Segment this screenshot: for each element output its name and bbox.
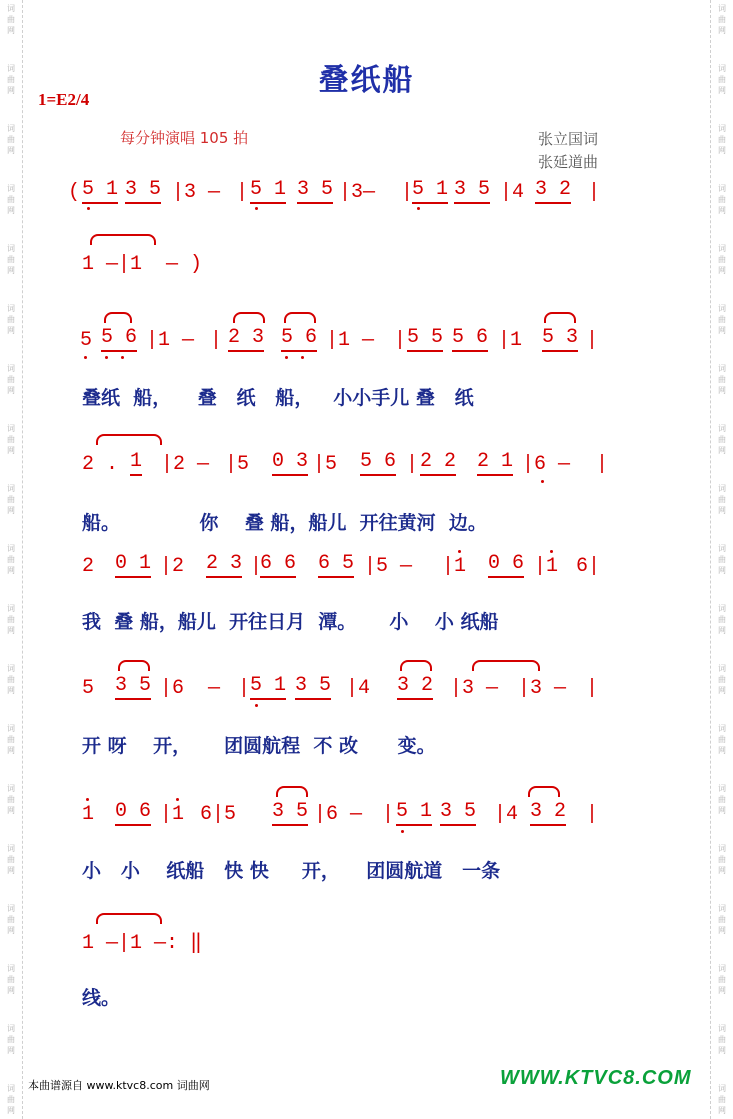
note-group: 3 2 xyxy=(530,800,566,826)
watermark-glyph: 曲 xyxy=(7,255,15,264)
watermark-glyph: 词 xyxy=(718,604,726,613)
watermark-glyph: 曲 xyxy=(7,75,15,84)
note-group: 5 6 xyxy=(452,326,488,352)
watermark-glyph: 网 xyxy=(7,206,15,215)
lyric-line-4: 开 呀 开， 团圆航程 不 改 变。 xyxy=(82,735,436,757)
note-group: 6| xyxy=(576,555,601,578)
watermark-glyph: 曲 xyxy=(718,255,726,264)
watermark-glyph: 曲 xyxy=(718,195,726,204)
watermark-glyph: 词 xyxy=(7,4,15,13)
score-row-3 xyxy=(0,326,733,356)
score-row-5 xyxy=(0,552,733,582)
note-group: 2 3 xyxy=(228,326,264,352)
tie-slur xyxy=(96,913,162,924)
octave-dot xyxy=(176,798,179,801)
note-group: | xyxy=(406,453,419,476)
note-group: | xyxy=(210,329,223,352)
note-group: |4 xyxy=(500,181,525,204)
watermark-glyph: 曲 xyxy=(7,135,15,144)
watermark-glyph: 网 xyxy=(7,266,15,275)
octave-dot xyxy=(255,207,258,210)
watermark-glyph: 曲 xyxy=(7,615,15,624)
note-group: |1 — xyxy=(146,329,195,352)
note-group: |3— xyxy=(339,181,376,204)
watermark-glyph: 曲 xyxy=(7,735,15,744)
watermark-glyph: 网 xyxy=(718,446,726,455)
tie-slur xyxy=(276,786,308,797)
watermark-glyph: 曲 xyxy=(7,1095,15,1104)
watermark-glyph: 词 xyxy=(7,364,15,373)
note-group: |6 — xyxy=(522,453,571,476)
watermark-glyph: 曲 xyxy=(7,555,15,564)
watermark-glyph: 网 xyxy=(7,746,15,755)
watermark-glyph: 词 xyxy=(718,484,726,493)
note-group: 0 3 xyxy=(272,450,308,476)
note-group: 3 5 xyxy=(125,178,161,204)
tie-slur xyxy=(544,312,576,323)
note-group: | xyxy=(596,453,609,476)
note-group: 5 1 xyxy=(250,674,286,700)
watermark-glyph: 网 xyxy=(7,686,15,695)
note-group: 3 2 xyxy=(535,178,571,204)
watermark-glyph: 网 xyxy=(7,1106,15,1115)
octave-dot xyxy=(541,480,544,483)
watermark-glyph: 词 xyxy=(7,664,15,673)
note-group: 5 1 xyxy=(250,178,286,204)
watermark-glyph: 词 xyxy=(718,244,726,253)
tie-slur xyxy=(400,660,432,671)
song-title: 叠纸船 xyxy=(318,63,415,98)
note-group: 5 1 xyxy=(412,178,448,204)
note-group: |4 xyxy=(494,803,519,826)
watermark-glyph: 曲 xyxy=(7,195,15,204)
watermark-glyph: 词 xyxy=(7,604,15,613)
note-group: 3 2 xyxy=(397,674,433,700)
watermark-glyph: 网 xyxy=(718,86,726,95)
watermark-glyph: 网 xyxy=(7,506,15,515)
watermark-glyph: 词 xyxy=(718,4,726,13)
note-group: 5 3 xyxy=(542,326,578,352)
watermark-glyph: 词 xyxy=(7,184,15,193)
note-group: | xyxy=(394,329,407,352)
note-group: |2 xyxy=(160,555,185,578)
note-group: 2 1 xyxy=(477,450,513,476)
note-group: |3 — xyxy=(450,677,499,700)
note-group: 6 6 xyxy=(260,552,296,578)
note-group: |5 xyxy=(313,453,338,476)
octave-dot xyxy=(417,207,420,210)
note-group: |1 xyxy=(534,555,559,578)
octave-dot xyxy=(86,798,89,801)
watermark-glyph: 曲 xyxy=(7,975,15,984)
footer-source-text: 本曲谱源自 www.ktvc8.com 词曲网 xyxy=(28,1079,210,1092)
watermark-glyph: 网 xyxy=(718,266,726,275)
watermark-glyph: 词 xyxy=(7,1024,15,1033)
watermark-glyph: 曲 xyxy=(7,1035,15,1044)
watermark-glyph: 曲 xyxy=(718,495,726,504)
watermark-glyph: 网 xyxy=(718,806,726,815)
watermark-glyph: 网 xyxy=(7,926,15,935)
tie-slur xyxy=(104,312,132,323)
watermark-glyph: 曲 xyxy=(718,1035,726,1044)
watermark-glyph: 词 xyxy=(7,784,15,793)
watermark-glyph: 词 xyxy=(7,724,15,733)
watermark-glyph: 曲 xyxy=(7,315,15,324)
watermark-glyph: 词 xyxy=(7,1084,15,1093)
watermark-glyph: 曲 xyxy=(7,855,15,864)
watermark-glyph: 词 xyxy=(718,964,726,973)
note-group: |3 — xyxy=(518,677,567,700)
watermark-glyph: 网 xyxy=(7,1046,15,1055)
note-group: 5 xyxy=(80,329,93,352)
watermark-glyph: 词 xyxy=(718,364,726,373)
watermark-glyph: 网 xyxy=(7,146,15,155)
watermark-glyph: 网 xyxy=(718,506,726,515)
watermark-glyph: 曲 xyxy=(7,375,15,384)
note-group: 6|5 xyxy=(200,803,237,826)
lyric-line-6: 线。 xyxy=(82,987,121,1009)
note-group: |3 — xyxy=(172,181,221,204)
score-row-2 xyxy=(0,250,733,280)
note-group: 3 5 xyxy=(295,674,331,700)
octave-dot xyxy=(285,356,288,359)
key-signature: 1=E2/4 xyxy=(38,90,90,109)
note-group: 3 5 xyxy=(454,178,490,204)
watermark-glyph: 网 xyxy=(7,626,15,635)
note-group: | xyxy=(250,555,263,578)
composer-credit: 张延道曲 xyxy=(538,153,599,171)
note-group: 3 5 xyxy=(440,800,476,826)
tie-slur xyxy=(96,434,162,445)
note-group: 1 xyxy=(82,803,95,826)
note-group: |4 xyxy=(346,677,371,700)
watermark-glyph: 词 xyxy=(7,964,15,973)
note-group: ( xyxy=(68,181,81,204)
note-group: 1 xyxy=(130,450,142,476)
watermark-glyph: 词 xyxy=(718,844,726,853)
watermark-glyph: 曲 xyxy=(718,315,726,324)
note-group: 5 6 xyxy=(101,326,137,352)
note-group: 0 6 xyxy=(115,800,151,826)
tie-slur xyxy=(118,660,150,671)
watermark-glyph: 网 xyxy=(718,146,726,155)
watermark-glyph: 曲 xyxy=(718,615,726,624)
octave-dot xyxy=(105,356,108,359)
lyric-line-1: 叠纸 船， 叠 纸 船， 小小手儿 叠 纸 xyxy=(82,387,474,409)
note-group: 0 1 xyxy=(115,552,151,578)
site-logo: WWW.KTVC8.COM xyxy=(500,1067,692,1089)
watermark-glyph: 词 xyxy=(7,844,15,853)
watermark-glyph: 网 xyxy=(7,986,15,995)
watermark-glyph: 曲 xyxy=(718,975,726,984)
lyric-line-3: 我 叠 船，船儿 开往日月 潭。 小 小 纸船 xyxy=(82,611,499,633)
note-group: |6 — xyxy=(160,677,221,700)
note-group: |1 xyxy=(442,555,467,578)
watermark-glyph: 曲 xyxy=(718,855,726,864)
tie-slur xyxy=(472,660,540,671)
note-group: 5 5 xyxy=(407,326,443,352)
watermark-glyph: 网 xyxy=(718,566,726,575)
note-group: | xyxy=(588,181,601,204)
watermark-glyph: 网 xyxy=(718,926,726,935)
lyric-line-5: 小 小 纸船 快 快 开， 团圆航道 一条 xyxy=(82,860,501,882)
watermark-glyph: 词 xyxy=(718,784,726,793)
watermark-glyph: 词 xyxy=(718,304,726,313)
watermark-glyph: 网 xyxy=(718,626,726,635)
watermark-glyph: 网 xyxy=(7,566,15,575)
octave-dot xyxy=(87,207,90,210)
watermark-glyph: 词 xyxy=(7,484,15,493)
watermark-glyph: 网 xyxy=(7,86,15,95)
watermark-glyph: 网 xyxy=(718,1106,726,1115)
lyric-line-2: 船。 你 叠 船，船儿 开往黄河 边。 xyxy=(82,512,487,534)
note-group: 2 . xyxy=(82,453,119,476)
watermark-glyph: 曲 xyxy=(718,735,726,744)
note-group: 5 6 xyxy=(360,450,396,476)
note-group: |5 xyxy=(225,453,250,476)
watermark-glyph: 曲 xyxy=(718,15,726,24)
note-group: | xyxy=(382,803,395,826)
watermark-glyph: 词 xyxy=(7,904,15,913)
octave-dot xyxy=(550,550,553,553)
score-row-7 xyxy=(0,800,733,830)
octave-dot xyxy=(401,830,404,833)
note-group: | xyxy=(238,677,251,700)
watermark-glyph: 网 xyxy=(718,326,726,335)
watermark-glyph: 词 xyxy=(7,304,15,313)
watermark-glyph: 词 xyxy=(718,664,726,673)
watermark-glyph: 曲 xyxy=(718,675,726,684)
watermark-glyph: 曲 xyxy=(718,795,726,804)
watermark-glyph: 词 xyxy=(7,244,15,253)
watermark-glyph: 词 xyxy=(718,1084,726,1093)
note-group: 5 1 xyxy=(396,800,432,826)
watermark-glyph: 曲 xyxy=(7,495,15,504)
tie-slur xyxy=(233,312,265,323)
watermark-glyph: 曲 xyxy=(7,795,15,804)
octave-dot xyxy=(301,356,304,359)
note-group: |1 — xyxy=(326,329,375,352)
note-group: 5 1 xyxy=(82,178,118,204)
watermark-glyph: 曲 xyxy=(718,375,726,384)
watermark-glyph: 词 xyxy=(718,424,726,433)
note-group: | xyxy=(586,329,599,352)
watermark-glyph: 词 xyxy=(718,904,726,913)
watermark-glyph: 网 xyxy=(718,986,726,995)
watermark-glyph: 网 xyxy=(718,746,726,755)
note-group: 2 xyxy=(82,555,95,578)
watermark-glyph: 网 xyxy=(7,866,15,875)
tie-slur xyxy=(284,312,316,323)
note-group: 1 —|1 — ) xyxy=(82,253,203,276)
note-group: 2 2 xyxy=(420,450,456,476)
watermark-glyph: 词 xyxy=(7,124,15,133)
note-group: |1 xyxy=(498,329,523,352)
watermark-glyph: 曲 xyxy=(7,15,15,24)
watermark-glyph: 网 xyxy=(7,386,15,395)
watermark-glyph: 词 xyxy=(7,544,15,553)
note-group: | xyxy=(236,181,249,204)
tie-slur xyxy=(90,234,156,245)
note-group: 5 xyxy=(82,677,95,700)
note-group: 3 5 xyxy=(272,800,308,826)
watermark-glyph: 网 xyxy=(718,866,726,875)
watermark-glyph: 网 xyxy=(718,686,726,695)
note-group: | xyxy=(586,677,599,700)
watermark-glyph: 词 xyxy=(7,64,15,73)
octave-dot xyxy=(255,704,258,707)
watermark-glyph: 网 xyxy=(718,26,726,35)
note-group: | xyxy=(401,181,414,204)
score-row-4 xyxy=(0,450,733,480)
lyricist-credit: 张立国词 xyxy=(538,130,599,148)
note-group: 2 3 xyxy=(206,552,242,578)
watermark-glyph: 网 xyxy=(718,386,726,395)
note-group: 5 6 xyxy=(281,326,317,352)
note-group: 0 6 xyxy=(488,552,524,578)
tie-slur xyxy=(528,786,560,797)
watermark-glyph: 网 xyxy=(7,326,15,335)
watermark-glyph: 曲 xyxy=(718,915,726,924)
watermark-glyph: 词 xyxy=(718,544,726,553)
watermark-glyph: 网 xyxy=(7,26,15,35)
note-group: 3 5 xyxy=(115,674,151,700)
watermark-glyph: 曲 xyxy=(7,675,15,684)
score-row-6 xyxy=(0,674,733,704)
score-row-1 xyxy=(0,178,733,208)
watermark-glyph: 曲 xyxy=(718,1095,726,1104)
octave-dot xyxy=(84,356,87,359)
watermark-glyph: 曲 xyxy=(718,555,726,564)
watermark-glyph: 词 xyxy=(718,124,726,133)
watermark-glyph: 曲 xyxy=(718,135,726,144)
watermark-glyph: 词 xyxy=(718,184,726,193)
tempo-marking: 每分钟演唱 105 拍 xyxy=(120,129,249,147)
watermark-glyph: 词 xyxy=(7,424,15,433)
watermark-glyph: 网 xyxy=(7,446,15,455)
watermark-glyph: 网 xyxy=(7,806,15,815)
note-group: |6 — xyxy=(314,803,363,826)
watermark-glyph: 词 xyxy=(718,1024,726,1033)
watermark-glyph: 网 xyxy=(718,206,726,215)
watermark-glyph: 曲 xyxy=(7,915,15,924)
octave-dot xyxy=(121,356,124,359)
watermark-glyph: 词 xyxy=(718,724,726,733)
watermark-glyph: 词 xyxy=(718,64,726,73)
watermark-glyph: 曲 xyxy=(7,435,15,444)
note-group: 6 5 xyxy=(318,552,354,578)
note-group: | xyxy=(586,803,599,826)
watermark-glyph: 曲 xyxy=(718,75,726,84)
watermark-glyph: 曲 xyxy=(718,435,726,444)
watermark-glyph: 网 xyxy=(718,1046,726,1055)
note-group: 3 5 xyxy=(297,178,333,204)
note-group: |5 — xyxy=(364,555,413,578)
score-row-8 xyxy=(0,929,733,959)
note-group: |2 — xyxy=(161,453,210,476)
octave-dot xyxy=(458,550,461,553)
note-group: 1 —|1 —: ‖ xyxy=(82,932,203,955)
note-group: |1 xyxy=(160,803,185,826)
